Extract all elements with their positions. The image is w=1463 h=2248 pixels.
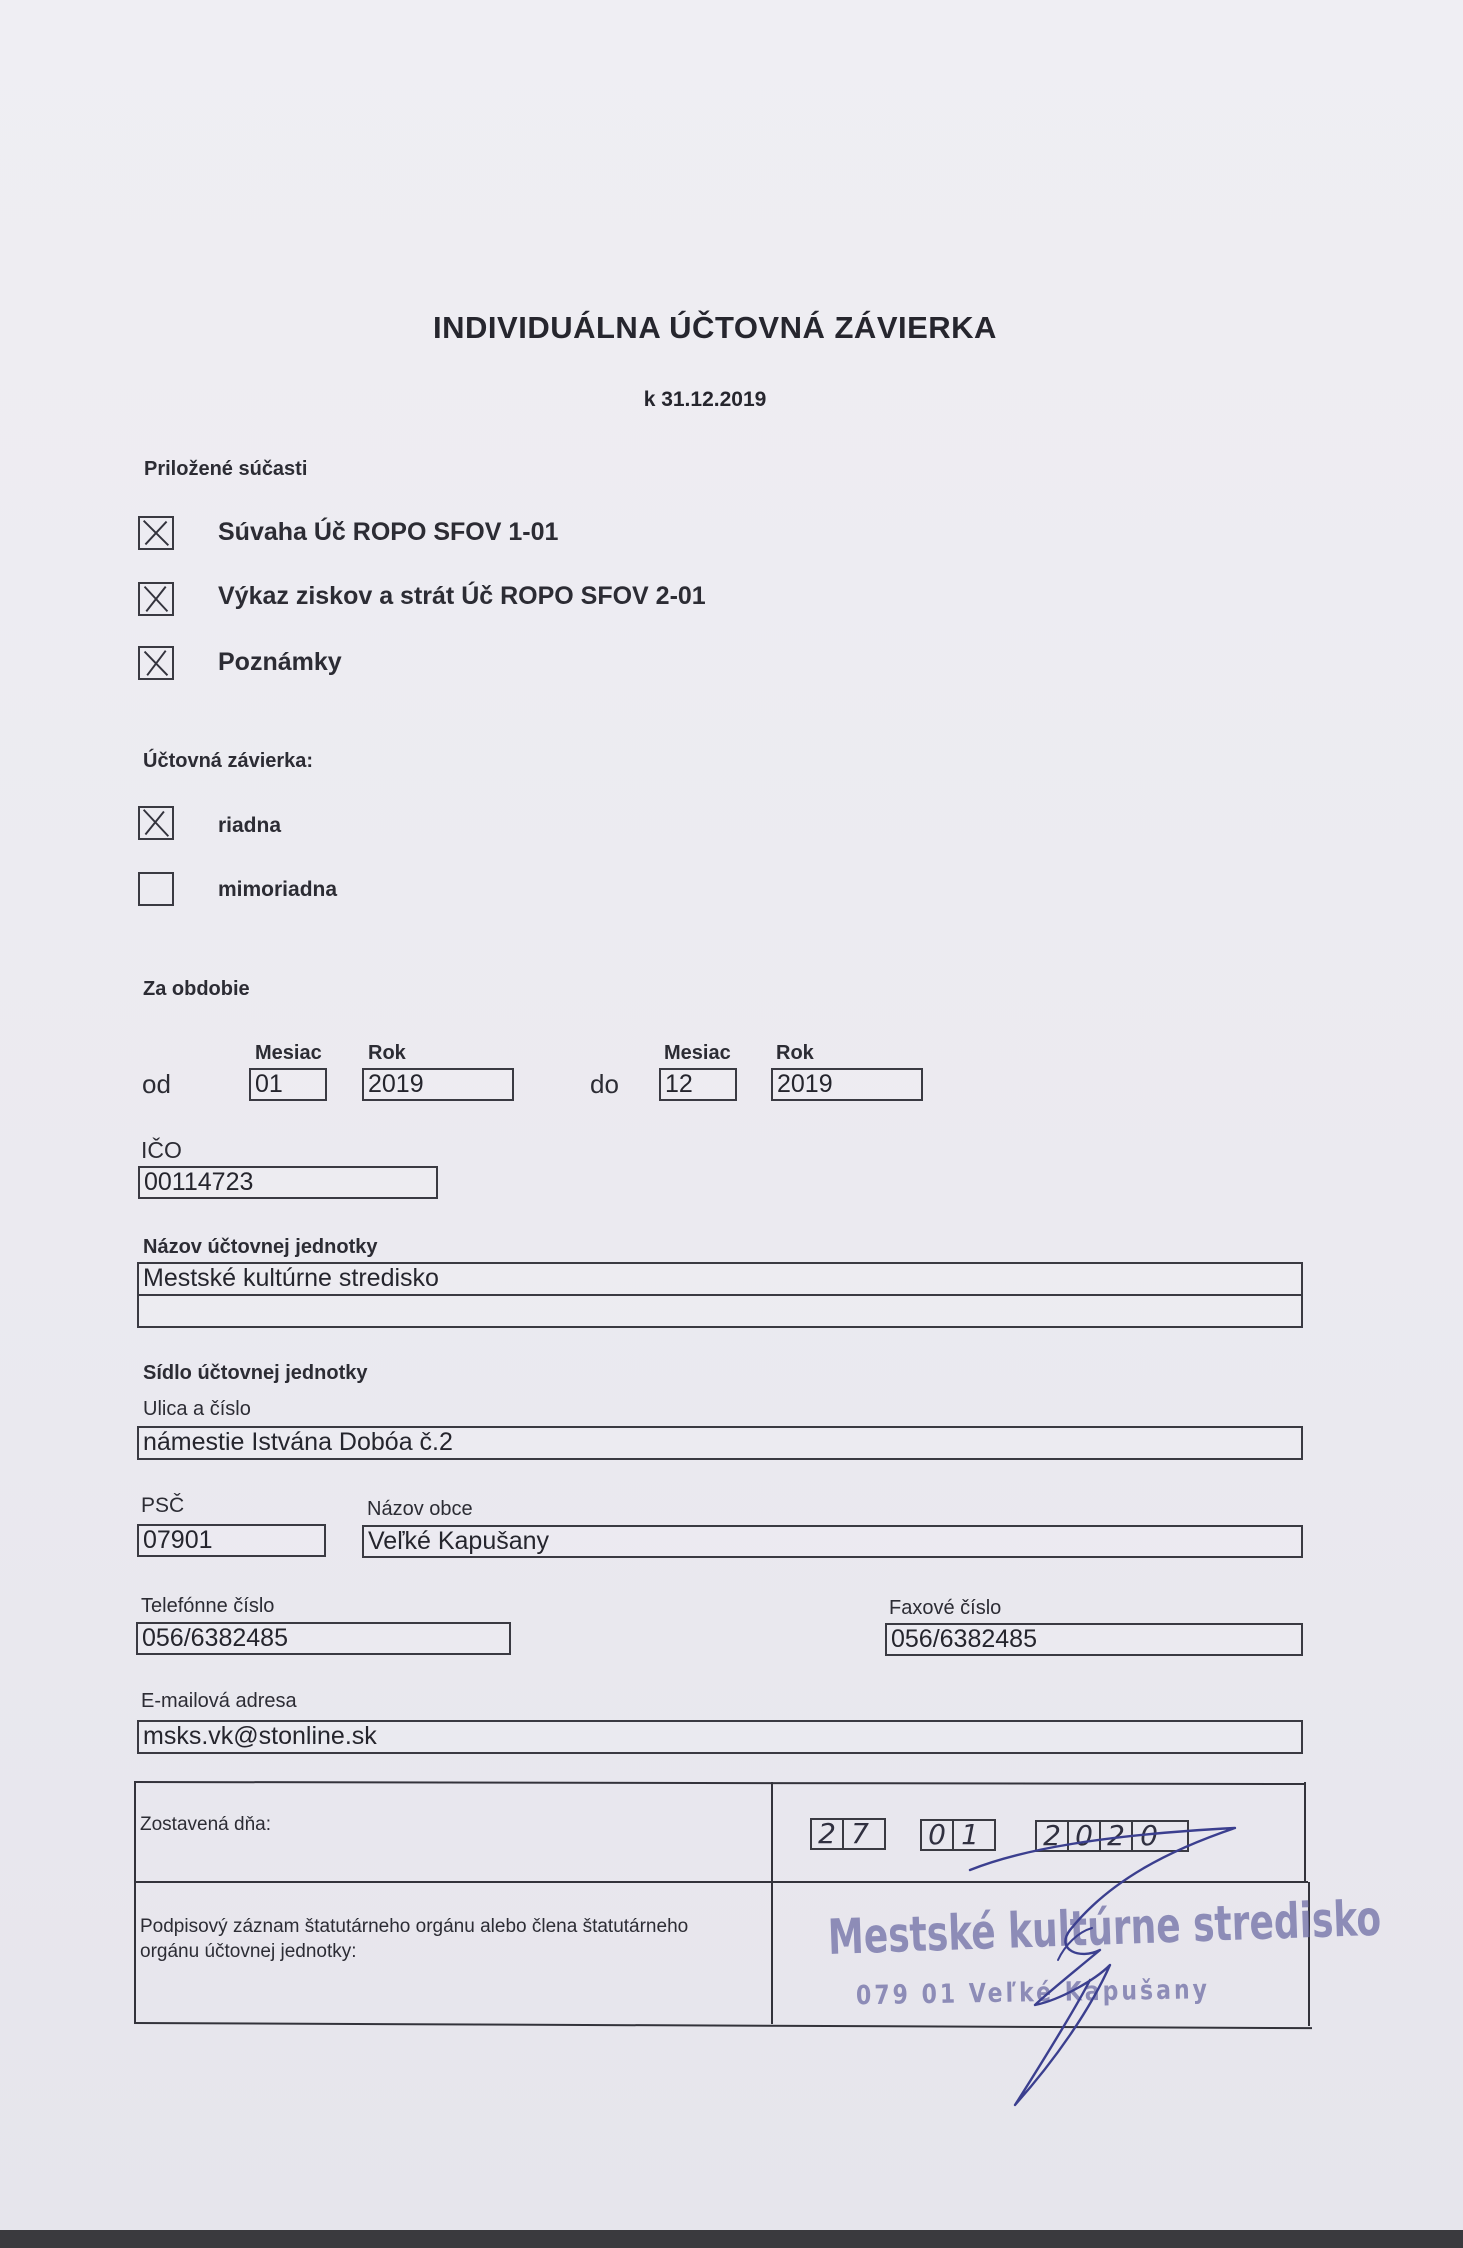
city-field[interactable]: Veľké Kapušany (362, 1525, 1303, 1558)
checkbox-poznamky[interactable] (138, 646, 174, 680)
to-year-field[interactable]: 2019 (771, 1068, 923, 1101)
background-surface (0, 2230, 1463, 2248)
checkbox-suvaha[interactable] (138, 516, 174, 550)
entity-name-line2-field[interactable] (137, 1294, 1303, 1328)
year-digit: 2 (1101, 1822, 1133, 1850)
day-digit: 7 (851, 1817, 869, 1850)
street-field[interactable]: námestie Istvána Dobóa č.2 (137, 1426, 1303, 1460)
to-label: do (590, 1069, 619, 1099)
year-digit: 0 (1140, 1819, 1158, 1852)
psc-field[interactable]: 07901 (137, 1524, 326, 1557)
signature-record-label-line2: orgánu účtovnej jednotky: (140, 1941, 357, 1962)
document-title: INDIVIDUÁLNA ÚČTOVNÁ ZÁVIERKA (433, 310, 997, 345)
to-month-field[interactable]: 12 (659, 1068, 737, 1101)
month-digit: 0 (922, 1821, 954, 1849)
phone-field[interactable]: 056/6382485 (136, 1622, 511, 1655)
ico-label: IČO (141, 1137, 182, 1163)
attachment-poznamky-label: Poznámky (218, 648, 342, 676)
cross-mark-icon (140, 648, 172, 678)
from-month-label: Mesiac (255, 1042, 322, 1064)
option-mimoriadna-label: mimoriadna (218, 878, 338, 901)
document-date: k 31.12.2019 (643, 388, 767, 411)
attachments-label: Priložené súčasti (144, 458, 308, 480)
city-label: Názov obce (367, 1498, 473, 1520)
day-digit: 2 (812, 1820, 844, 1848)
month-digit: 1 (961, 1818, 979, 1851)
from-year-field[interactable]: 2019 (362, 1068, 514, 1101)
cross-mark-icon (140, 808, 172, 838)
compiled-date-label: Zostavená dňa: (140, 1814, 271, 1835)
attachment-vykaz-label: Výkaz ziskov a strát Úč ROPO SFOV 2-01 (218, 582, 706, 610)
phone-label: Telefónne číslo (141, 1595, 275, 1617)
cross-mark-icon (140, 584, 172, 614)
statement-type-label: Účtovná závierka: (143, 750, 314, 772)
fax-label: Faxové číslo (889, 1597, 1002, 1619)
seat-label: Sídlo účtovnej jednotky (143, 1362, 368, 1384)
year-digit: 0 (1069, 1822, 1101, 1850)
option-riadna-label: riadna (218, 814, 282, 837)
entity-name-label: Názov účtovnej jednotky (143, 1236, 378, 1258)
checkbox-mimoriadna[interactable] (138, 872, 174, 906)
from-month-field[interactable]: 01 (249, 1068, 327, 1101)
ico-field[interactable]: 00114723 (138, 1166, 438, 1199)
to-year-label: Rok (776, 1042, 814, 1064)
attachment-suvaha-label: Súvaha Úč ROPO SFOV 1-01 (218, 518, 559, 546)
stamp-line1: Mestské kultúrne stredisko (827, 1891, 1382, 1967)
period-label: Za obdobie (143, 978, 250, 1000)
street-label: Ulica a číslo (143, 1398, 251, 1420)
signature-record-label-line1: Podpisový záznam štatutárneho orgánu alebo člena štatutárneho (140, 1916, 689, 1937)
entity-name-line1-field[interactable]: Mestské kultúrne stredisko (137, 1262, 1303, 1296)
checkbox-riadna[interactable] (138, 806, 174, 840)
cross-mark-icon (140, 518, 172, 548)
fax-field[interactable]: 056/6382485 (885, 1623, 1303, 1656)
from-year-label: Rok (368, 1042, 406, 1064)
signature-record-label (140, 1914, 688, 1964)
email-label: E-mailová adresa (141, 1690, 297, 1712)
year-digit: 2 (1037, 1822, 1069, 1850)
compiled-day-field[interactable] (810, 1818, 886, 1850)
to-month-label: Mesiac (664, 1042, 731, 1064)
stamp-line2: 079 01 Veľké Kapušany (855, 1975, 1211, 2012)
handwritten-signature-icon (960, 1810, 1250, 2110)
email-field[interactable]: msks.vk@stonline.sk (137, 1720, 1303, 1754)
from-label: od (142, 1069, 171, 1099)
checkbox-vykaz[interactable] (138, 582, 174, 616)
psc-label: PSČ (141, 1494, 185, 1517)
